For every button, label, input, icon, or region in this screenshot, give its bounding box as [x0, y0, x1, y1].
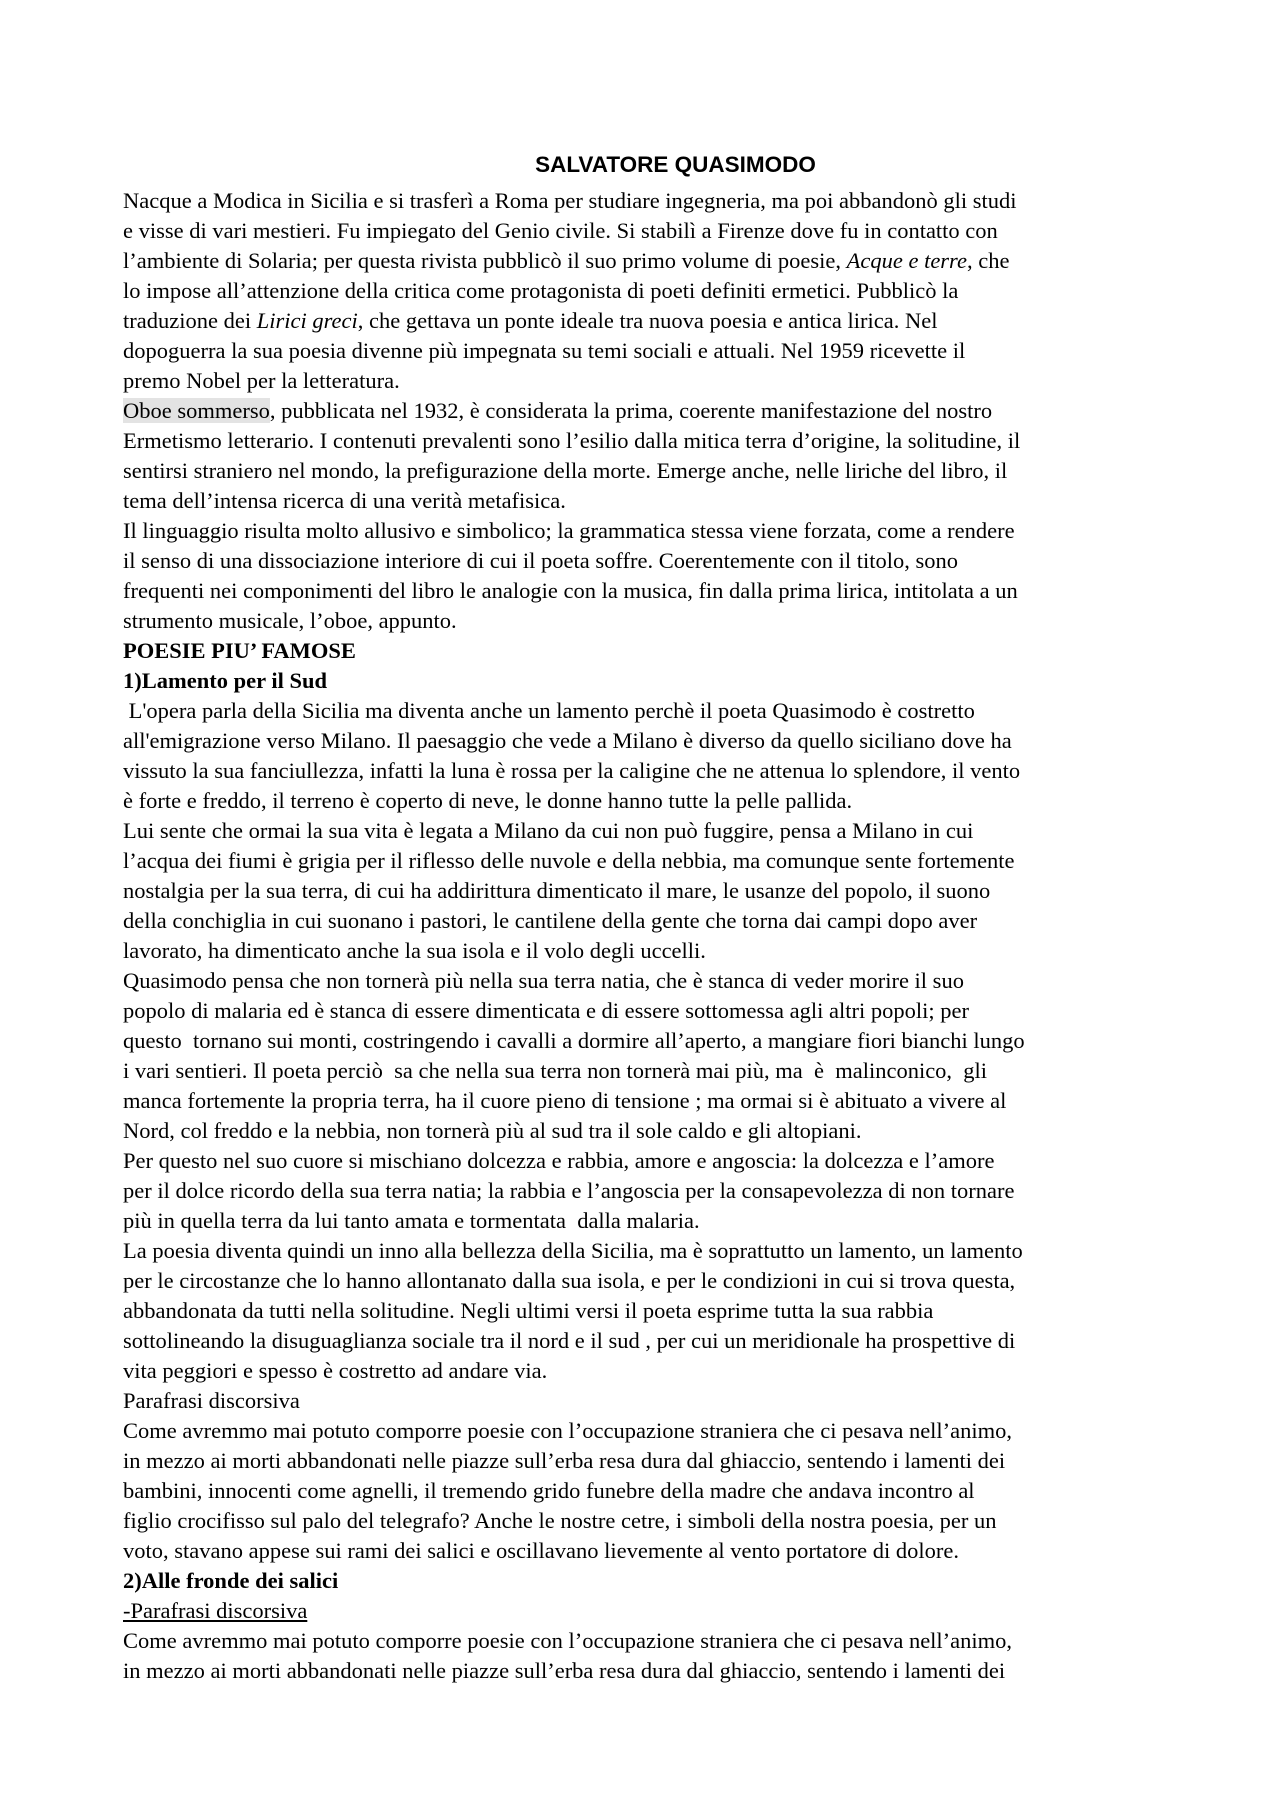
text-line: Come avremmo mai potuto comporre poesie con l’occupazione straniera che ci pesava nell’animo,: [123, 1418, 1013, 1443]
poem1-body: [123, 696, 1168, 1566]
text-line: Per questo nel suo cuore si mischiano dolcezza e rabbia, amore e angoscia: la dolcezza e l’amore: [123, 1148, 995, 1173]
oboe-sommerso-paragraph: [123, 396, 1168, 636]
text-line: Nacque a Modica in Sicilia e si trasferì a Roma per studiare ingegneria, ma poi abbandonò gli studi: [123, 188, 1017, 213]
text-line: Ermetismo letterario. I contenuti prevalenti sono l’esilio dalla mitica terra d’origine, la solitudine, il: [123, 428, 1021, 453]
poem-heading: 1)Lamento per il Sud: [123, 668, 327, 693]
text-line: premo Nobel per la letteratura.: [123, 368, 400, 393]
text-line: e visse di vari mestieri. Fu impiegato del Genio civile. Si stabilì a Firenze dove fu in contatto con: [123, 218, 998, 243]
text-line: manca fortemente la propria terra, ha il cuore pieno di tensione ; ma ormai si è abituato a vivere al: [123, 1088, 1007, 1113]
text-line: tema dell’intensa ricerca di una verità metafisica.: [123, 488, 566, 513]
text-line: l’acqua dei fiumi è grigia per il riflesso delle nuvole e della nebbia, ma comunque sente fortemente: [123, 848, 1015, 873]
text-line: Nord, col freddo e la nebbia, non tornerà più al sud tra il sole caldo e gli altopiani.: [123, 1118, 862, 1143]
text-line: L'opera parla della Sicilia ma diventa anche un lamento perchè il poeta Quasimodo è costretto: [123, 698, 975, 723]
text-line: abbandonata da tutti nella solitudine. Negli ultimi versi il poeta esprime tutta la sua rabbia: [123, 1298, 934, 1323]
text-line: per le circostanze che lo hanno allontanato dalla sua isola, e per le condizioni in cui si trova questa,: [123, 1268, 1016, 1293]
text-line: in mezzo ai morti abbandonati nelle piazze sull’erba resa dura dal ghiaccio, sentendo i lamenti dei: [123, 1658, 1006, 1683]
document-title: SALVATORE QUASIMODO: [535, 152, 816, 177]
text-line: della conchiglia in cui suonano i pastori, le cantilene della gente che torna dai campi dopo aver: [123, 908, 978, 933]
text-line: figlio crocifisso sul palo del telegrafo? Anche le nostre cetre, i simboli della nostra poesia, per un: [123, 1508, 997, 1533]
subheading-parafrasi-underlined: -Parafrasi discorsiva: [123, 1598, 308, 1623]
biography-paragraph: [123, 186, 1168, 396]
text-line: più in quella terra da lui tanto amata e tormentata dalla malaria.: [123, 1208, 700, 1233]
text-line: è forte e freddo, il terreno è coperto di neve, le donne hanno tutte la pelle pallida.: [123, 788, 853, 813]
poem2-body: [123, 1626, 1168, 1686]
text-line: questo tornano sui monti, costringendo i cavalli a dormire all’aperto, a mangiare fiori bianchi lungo: [123, 1028, 1025, 1053]
text-line: il senso di una dissociazione interiore di cui il poeta soffre. Coerentemente con il titolo, sono: [123, 548, 959, 573]
text-line: lo impose all’attenzione della critica come protagonista di poeti definiti ermetici. Pubblicò la: [123, 278, 959, 303]
text-line: La poesia diventa quindi un inno alla bellezza della Sicilia, ma è soprattutto un lamento, un lamento: [123, 1238, 1023, 1263]
section-heading: POESIE PIU’ FAMOSE: [123, 638, 356, 663]
text-line: l’ambiente di Solaria; per questa rivista pubblicò il suo primo volume di poesie, Acque e terre, che: [123, 248, 1010, 273]
text-line: bambini, innocenti come agnelli, il tremendo grido funebre della madre che andava incontro al: [123, 1478, 975, 1503]
book-title-acque-e-terre: Acque e terre: [846, 248, 967, 273]
text-line: Lui sente che ormai la sua vita è legata a Milano da cui non può fuggire, pensa a Milano in cui: [123, 818, 974, 843]
text-line: lavorato, ha dimenticato anche la sua isola e il volo degli uccelli.: [123, 938, 706, 963]
text-line: sottolineando la disuguaglianza sociale tra il nord e il sud , per cui un meridionale ha prospettive di: [123, 1328, 1016, 1353]
text-line: dopoguerra la sua poesia divenne più impegnata su temi sociali e attuali. Nel 1959 ricevette il: [123, 338, 966, 363]
document-page: [123, 150, 1168, 1686]
text-line: Il linguaggio risulta molto allusivo e simbolico; la grammatica stessa viene forzata, come a rendere: [123, 518, 1015, 543]
text-line: strumento musicale, l’oboe, appunto.: [123, 608, 457, 633]
text-line: Quasimodo pensa che non tornerà più nella sua terra natia, che è stanca di veder morire il suo: [123, 968, 964, 993]
text-line: per il dolce ricordo della sua terra natia; la rabbia e l’angoscia per la consapevolezza di non tornare: [123, 1178, 1015, 1203]
text-line: vita peggiori e spesso è costretto ad andare via.: [123, 1358, 548, 1383]
text-line: voto, stavano appese sui rami dei salici e oscillavano lievemente al vento portatore di dolore.: [123, 1538, 959, 1563]
subheading-parafrasi: Parafrasi discorsiva: [123, 1388, 300, 1413]
text-line: Oboe sommerso, pubblicata nel 1932, è considerata la prima, coerente manifestazione del nostro: [123, 398, 993, 423]
book-title-lirici-greci: Lirici greci: [256, 308, 358, 333]
highlighted-text: Oboe sommerso: [123, 398, 270, 423]
text-line: all'emigrazione verso Milano. Il paesaggio che vede a Milano è diverso da quello siciliano dove ha: [123, 728, 1012, 753]
text-line: popolo di malaria ed è stanca di essere dimenticata e di essere sottomessa agli altri popoli; per: [123, 998, 969, 1023]
text-line: vissuto la sua fanciullezza, infatti la luna è rossa per la caligine che ne attenua lo splendore, il vento: [123, 758, 1021, 783]
text-line: Come avremmo mai potuto comporre poesie con l’occupazione straniera che ci pesava nell’animo,: [123, 1628, 1013, 1653]
text-line: traduzione dei Lirici greci, che gettava un ponte ideale tra nuova poesia e antica lirica. Nel: [123, 308, 938, 333]
poem-heading: 2)Alle fronde dei salici: [123, 1568, 339, 1593]
text-line: in mezzo ai morti abbandonati nelle piazze sull’erba resa dura dal ghiaccio, sentendo i lamenti dei: [123, 1448, 1006, 1473]
text-line: frequenti nei componimenti del libro le analogie con la musica, fin dalla prima lirica, intitolata a un: [123, 578, 1018, 603]
text-line: nostalgia per la sua terra, di cui ha addirittura dimenticato il mare, le usanze del popolo, il suono: [123, 878, 991, 903]
text-line: i vari sentieri. Il poeta perciò sa che nella sua terra non tornerà mai più, ma è malinconico, gli: [123, 1058, 988, 1083]
text-line: sentirsi straniero nel mondo, la prefigurazione della morte. Emerge anche, nelle liriche del libro, il: [123, 458, 1008, 483]
